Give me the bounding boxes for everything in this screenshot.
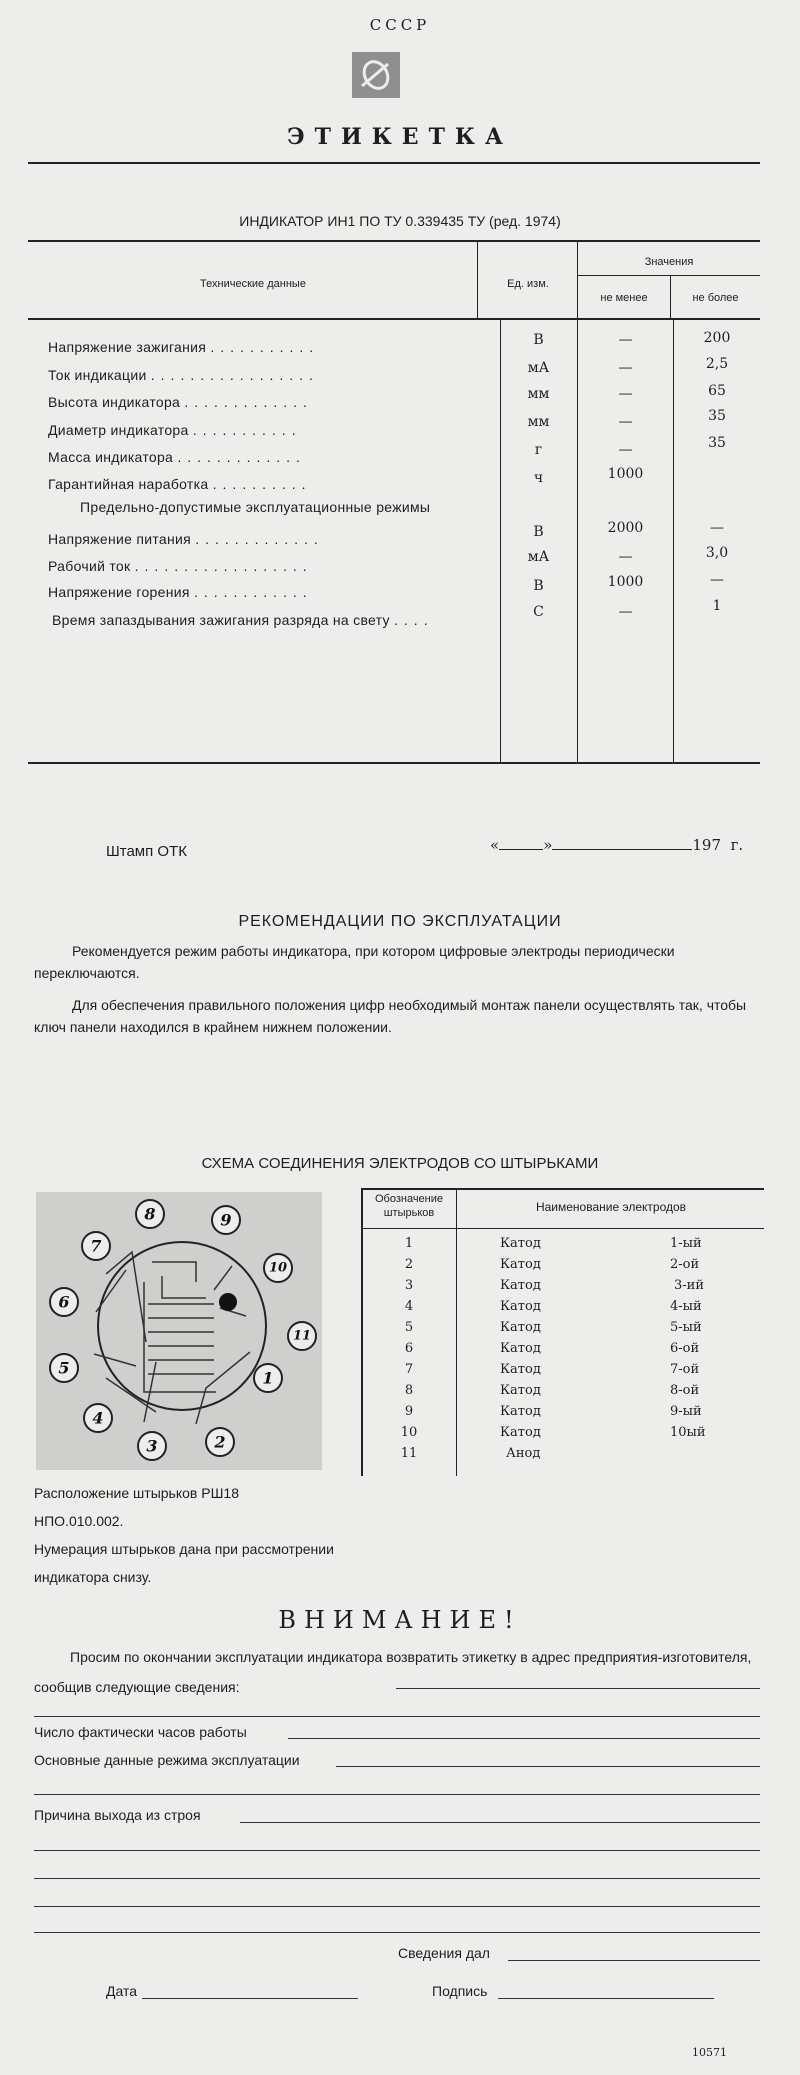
stamp-label: Штамп ОТК <box>106 843 187 860</box>
field-provided-label: Сведения дал <box>398 1945 490 1961</box>
field-date-label: Дата <box>106 1983 138 1999</box>
quality-mark-icon <box>352 52 400 98</box>
pin-label: 6 <box>58 1292 70 1312</box>
answer-line[interactable] <box>34 1906 760 1907</box>
field-hours-label: Число фактически часов работы <box>34 1724 247 1740</box>
pin-layout-diagram <box>36 1192 322 1470</box>
divider <box>28 162 760 164</box>
quote-open: « <box>490 836 500 854</box>
quote-close: » <box>543 836 553 854</box>
recommendations-p2: Для обеспечения правильного положения цифр необходимый монтаж панели осуществлять так, чтобы ключ панели находился в крайнем нижнем положении. <box>34 997 747 1035</box>
answer-line[interactable] <box>34 1932 760 1933</box>
recommendations-p1: Рекомендуется режим работы индикатора, при котором цифровые электроды периодически переключаются. <box>34 943 675 981</box>
doc-number: 10571 <box>692 2046 727 2059</box>
table-row: 10 Катод 10ый <box>400 1425 706 1440</box>
field-reason-input[interactable] <box>240 1822 760 1823</box>
field-provided-input[interactable] <box>508 1960 760 1961</box>
scheme-caption: Расположение штырьков РШ18 НПО.010.002. Нумерация штырьков дана при рассмотрении индикатора снизу. <box>34 1485 334 1585</box>
pin-label: 9 <box>220 1210 232 1230</box>
answer-line[interactable] <box>34 1716 760 1717</box>
attention-p1: Просим по окончании эксплуатации индикатора возвратить этикетку в адрес предприятия-изготовителя, сообщив следующие сведения: <box>34 1649 752 1695</box>
col-unit-header: Ед. изм. <box>507 278 549 290</box>
table-row: 11 Анод <box>400 1446 541 1461</box>
pin-label: 7 <box>90 1236 102 1256</box>
answer-line[interactable] <box>34 1878 760 1879</box>
pin-label: 11 <box>292 1328 312 1344</box>
table-row: 7 Катод 7-ой <box>404 1362 700 1377</box>
field-mode-label: Основные данные режима эксплуатации <box>34 1752 300 1768</box>
field-hours-input[interactable] <box>288 1738 760 1739</box>
attention-title: ВНИМАНИЕ! <box>278 1606 522 1634</box>
page-title: ЭТИКЕТКА <box>287 124 513 150</box>
recommendations-title: РЕКОМЕНДАЦИИ ПО ЭКСПЛУАТАЦИИ <box>238 913 562 930</box>
field-sign-input[interactable] <box>498 1998 714 1999</box>
table-row: 1 Катод 1-ый <box>404 1236 702 1251</box>
quality-mark-logo <box>352 52 400 98</box>
col-max-header: не более <box>692 292 739 304</box>
table-row: 4 Катод 4-ый <box>404 1299 702 1314</box>
page-subtitle: ИНДИКАТОР ИН1 ПО ТУ 0.339435 ТУ (ред. 1974) <box>239 213 561 229</box>
pin-label: 8 <box>144 1204 156 1224</box>
table-row: 8 Катод 8-ой <box>404 1383 700 1398</box>
answer-line[interactable] <box>34 1850 760 1851</box>
pin-table-rows <box>362 1236 764 1467</box>
pin-label: 3 <box>146 1436 158 1456</box>
field-reason-label: Причина выхода из строя <box>34 1807 201 1823</box>
table-row: 5 Катод 5-ый <box>404 1320 702 1335</box>
col-tech-header: Технические данные <box>200 278 306 290</box>
pin-label: 5 <box>58 1358 70 1378</box>
answer-line[interactable] <box>396 1688 760 1689</box>
table-row: 2 Катод 2-ой <box>404 1257 700 1272</box>
field-mode-input[interactable] <box>336 1766 760 1767</box>
answer-line[interactable] <box>34 1794 760 1795</box>
pin-label: 4 <box>92 1408 104 1428</box>
table-row: 3 Катод 3-ий <box>404 1278 704 1293</box>
scheme-title: СХЕМА СОЕДИНЕНИЯ ЭЛЕКТРОДОВ СО ШТЫРЬКАМИ <box>201 1155 599 1172</box>
pin-label: 1 <box>262 1368 274 1388</box>
col-values-header: Значения <box>644 256 694 268</box>
table-row: 6 Катод 6-ой <box>404 1341 700 1356</box>
country-label: СССР <box>369 16 431 34</box>
field-date-input[interactable] <box>142 1998 358 1999</box>
table-row: 9 Катод 9-ый <box>404 1404 702 1419</box>
section-title: Предельно-допустимые эксплуатационные режимы <box>80 499 431 515</box>
stamp-year: 197 <box>692 836 722 854</box>
stamp-date-field[interactable]: « » 197 г. <box>490 836 744 854</box>
field-sign-label: Подпись <box>432 1983 488 1999</box>
pin-label: 10 <box>268 1260 288 1276</box>
col-min-header: не менее <box>600 292 648 304</box>
pin-label: 2 <box>214 1432 226 1452</box>
pin-diagram <box>36 1192 322 1470</box>
